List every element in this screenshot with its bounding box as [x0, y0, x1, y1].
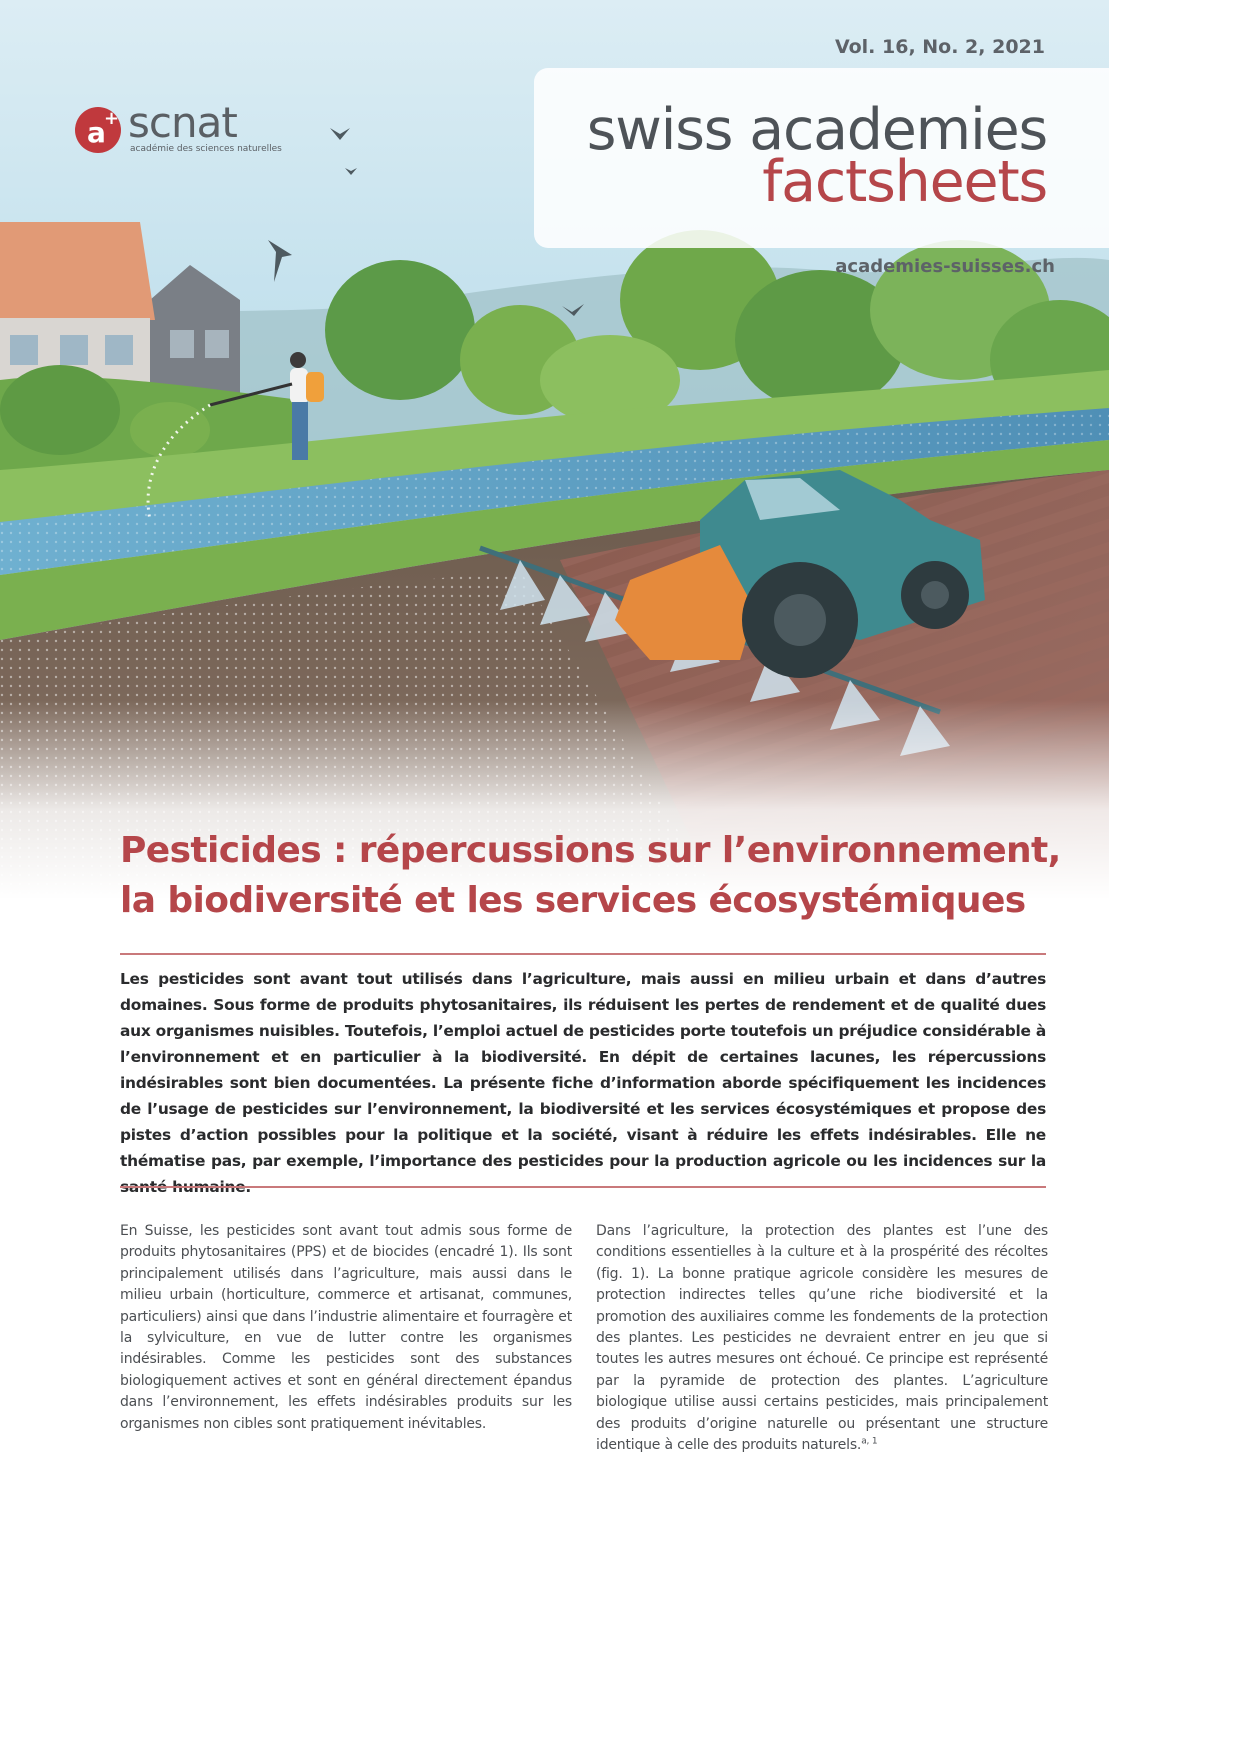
- lead-paragraph: Les pesticides sont avant tout utilisés dans l’agriculture, mais aussi en milieu urbain et dans d’autres domaines. Sous forme de produits phytosanitaires, ils réduisent les pertes de rendement et de qualité dues aux organismes nuisibles. Toutefois, l’emploi actuel de pesticides porte toutefois un préjudice considérable à l’environnement et en particulier à la biodiversité. En dépit de certaines lacunes, les répercussions indésirables sont bien documentées. La présente fiche d’information aborde spécifiquement les incidences de l’usage de pesticides sur l’environnement, la biodiversité et les services écosystémiques et propose des pistes d’action possibles pour la politique et la société, visant à réduire les effets indésirables. Elle ne thématise pas, par exemple, l’importance des pesticides pour la production agricole ou les incidences sur la santé humaine.: [120, 970, 1046, 1196]
- title-line2: la biodiversité et les services écosystémiques: [120, 880, 1026, 921]
- logo-mark-plus: +: [104, 108, 120, 129]
- website-link[interactable]: academies-suisses.ch: [835, 256, 1055, 277]
- logo-subtitle: académie des sciences naturelles: [130, 144, 282, 154]
- series-title-line2: factsheets: [762, 149, 1047, 215]
- body-column-1: En Suisse, les pesticides sont avant tout admis sous forme de produits phytosanitaires (PPS) et de biocides (encadré 1). Ils sont principalement utilisés dans l’agriculture, mais aussi dans le milieu urbain (horticulture, commerce et artisanat, communes, particuliers) ainsi que dans l’industrie alimentaire et fourragère et la sylviculture, en vue de lutter contre les organismes indésirables. Comme les pesticides sont des substances biologiquement actives et sont en général directement épandus dans l’environnement, les effets indésirables produits sur les organismes non cibles sont pratiquement inévitables.: [120, 1223, 572, 1432]
- divider-top: [120, 953, 1046, 955]
- series-title-line1: swiss academies: [586, 97, 1047, 163]
- divider-bottom: [120, 1186, 1046, 1188]
- title-line1: Pesticides : répercussions sur l’environnement,: [120, 830, 1061, 871]
- factsheet-title: [120, 826, 1061, 926]
- footnote-reference[interactable]: a, 1: [861, 1436, 878, 1447]
- body-column-2-text: Dans l’agriculture, la protection des plantes est l’une des conditions essentielles à la culture et à la prospérité des récoltes (fig. 1). La bonne pratique agricole considère les mesures de protection indirectes telles qu’une riche biodiversité et la promotion des auxiliaires comme les fondements de la protection des plantes. Les pesticides ne devraient entrer en jeu que si toutes les autres mesures ont échoué. Ce principe est représenté par la pyramide de protection des plantes. L’agriculture biologique utilise aussi certains pesticides, mais principalement des produits d’origine naturelle ou présentant une structure identique à celle des produits naturels.: [596, 1223, 1048, 1454]
- body-column-2: [596, 1221, 1048, 1456]
- scnat-logo: [74, 98, 314, 156]
- volume-info: Vol. 16, No. 2, 2021: [834, 36, 1045, 58]
- scnat-logo-icon: [74, 104, 124, 154]
- logo-mark-letter: a: [87, 116, 106, 149]
- logo-name: scnat: [128, 98, 237, 147]
